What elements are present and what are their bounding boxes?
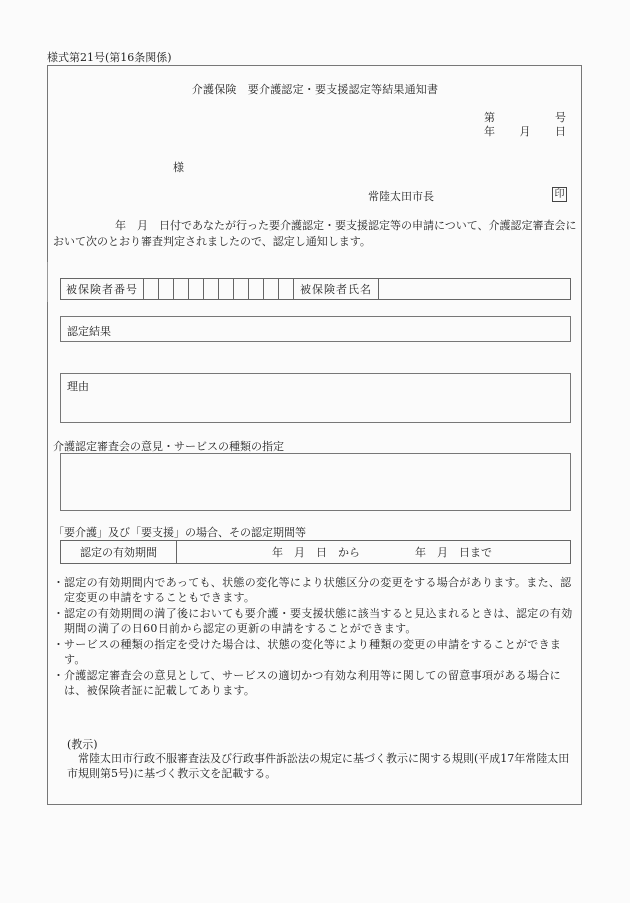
instruction-heading: (教示) [67, 738, 98, 751]
form-number: 様式第21号(第16条関係) [47, 51, 172, 64]
instruction-text: 常陸太田市行政不服審査法及び行政事件訴訟法の規定に基づく教示に関する規則(平成17年常陸太田市規則第5号)に基づく教示文を記載する。 [67, 752, 570, 780]
insured-info-table [60, 278, 571, 300]
validity-period-value[interactable]: 年 月 日 から 年 月 日まで [177, 541, 571, 564]
notes-list [53, 575, 580, 699]
insured-name-label: 被保険者氏名 [294, 279, 379, 300]
issuer-name: 常陸太田市長 [368, 190, 434, 203]
insured-number-digit[interactable] [249, 279, 264, 300]
note-text: サービスの種類の指定を受けた場合は、状態の変化等により種類の変更の申請をすることができます。 [64, 638, 562, 666]
note-item [53, 606, 580, 636]
date-month: 月 [519, 125, 531, 138]
insured-number-digit[interactable] [159, 279, 174, 300]
certification-result-box[interactable] [60, 316, 571, 342]
intro-text: 年 月 日付であなたが行った要介護認定・要支援認定等の申請について、介護認定審査会において次のとおり審査判定されましたので、認定し通知します。 [53, 219, 577, 248]
validity-period-table [60, 540, 571, 564]
margin-mark [47, 262, 48, 302]
insured-number-digit[interactable] [279, 279, 294, 300]
note-item [53, 575, 580, 605]
date-year: 年 [484, 125, 495, 138]
insured-number-digit[interactable] [204, 279, 219, 300]
note-item [53, 668, 580, 698]
opinion-box[interactable] [60, 453, 571, 511]
seal-stamp-icon: 印 [552, 187, 567, 202]
insured-number-digit[interactable] [189, 279, 204, 300]
insured-number-digit[interactable] [219, 279, 234, 300]
insured-name-field[interactable] [379, 279, 571, 300]
certification-result-label: 認定結果 [67, 325, 111, 338]
insured-number-digit[interactable] [234, 279, 249, 300]
bullet-icon: ・ [53, 638, 64, 651]
opinion-section-label: 介護認定審査会の意見・サービスの種類の指定 [53, 440, 284, 453]
date-day: 日 [555, 125, 566, 138]
note-text: 介護認定審査会の意見として、サービスの適切かつ有効な利用等に関しての留意事項がある場合には、被保険者証に記載してあります。 [64, 669, 561, 697]
document-title: 介護保険 要介護認定・要支援認定等結果通知書 [191, 83, 439, 96]
doc-number-prefix: 第 [484, 111, 495, 124]
reason-box[interactable] [60, 373, 571, 423]
note-text: 認定の有効期間の満了後においても要介護・要支援状態に該当すると見込まれるときは、認定の有効期間の満了の日60日前から認定の更新の申請をすることができます。 [64, 607, 573, 635]
insured-number-label: 被保険者番号 [61, 279, 144, 300]
note-text: 認定の有効期間内であっても、状態の変化等により状態区分の変更をする場合があります。また、認定変更の申請をすることもできます。 [64, 576, 572, 604]
document-number-block [484, 111, 566, 139]
addressee-honorific: 様 [173, 161, 184, 174]
bullet-icon: ・ [53, 576, 64, 589]
note-item [53, 637, 580, 667]
doc-number-suffix: 号 [555, 111, 566, 124]
validity-period-label: 認定の有効期間 [61, 541, 177, 564]
insured-number-digit[interactable] [264, 279, 279, 300]
period-section-label: 「要介護」及び「要支援」の場合、その認定期間等 [53, 526, 306, 539]
bullet-icon: ・ [53, 607, 64, 620]
insured-number-digit[interactable] [144, 279, 159, 300]
bullet-icon: ・ [53, 669, 64, 682]
reason-label: 理由 [67, 380, 89, 393]
insured-number-digit[interactable] [174, 279, 189, 300]
